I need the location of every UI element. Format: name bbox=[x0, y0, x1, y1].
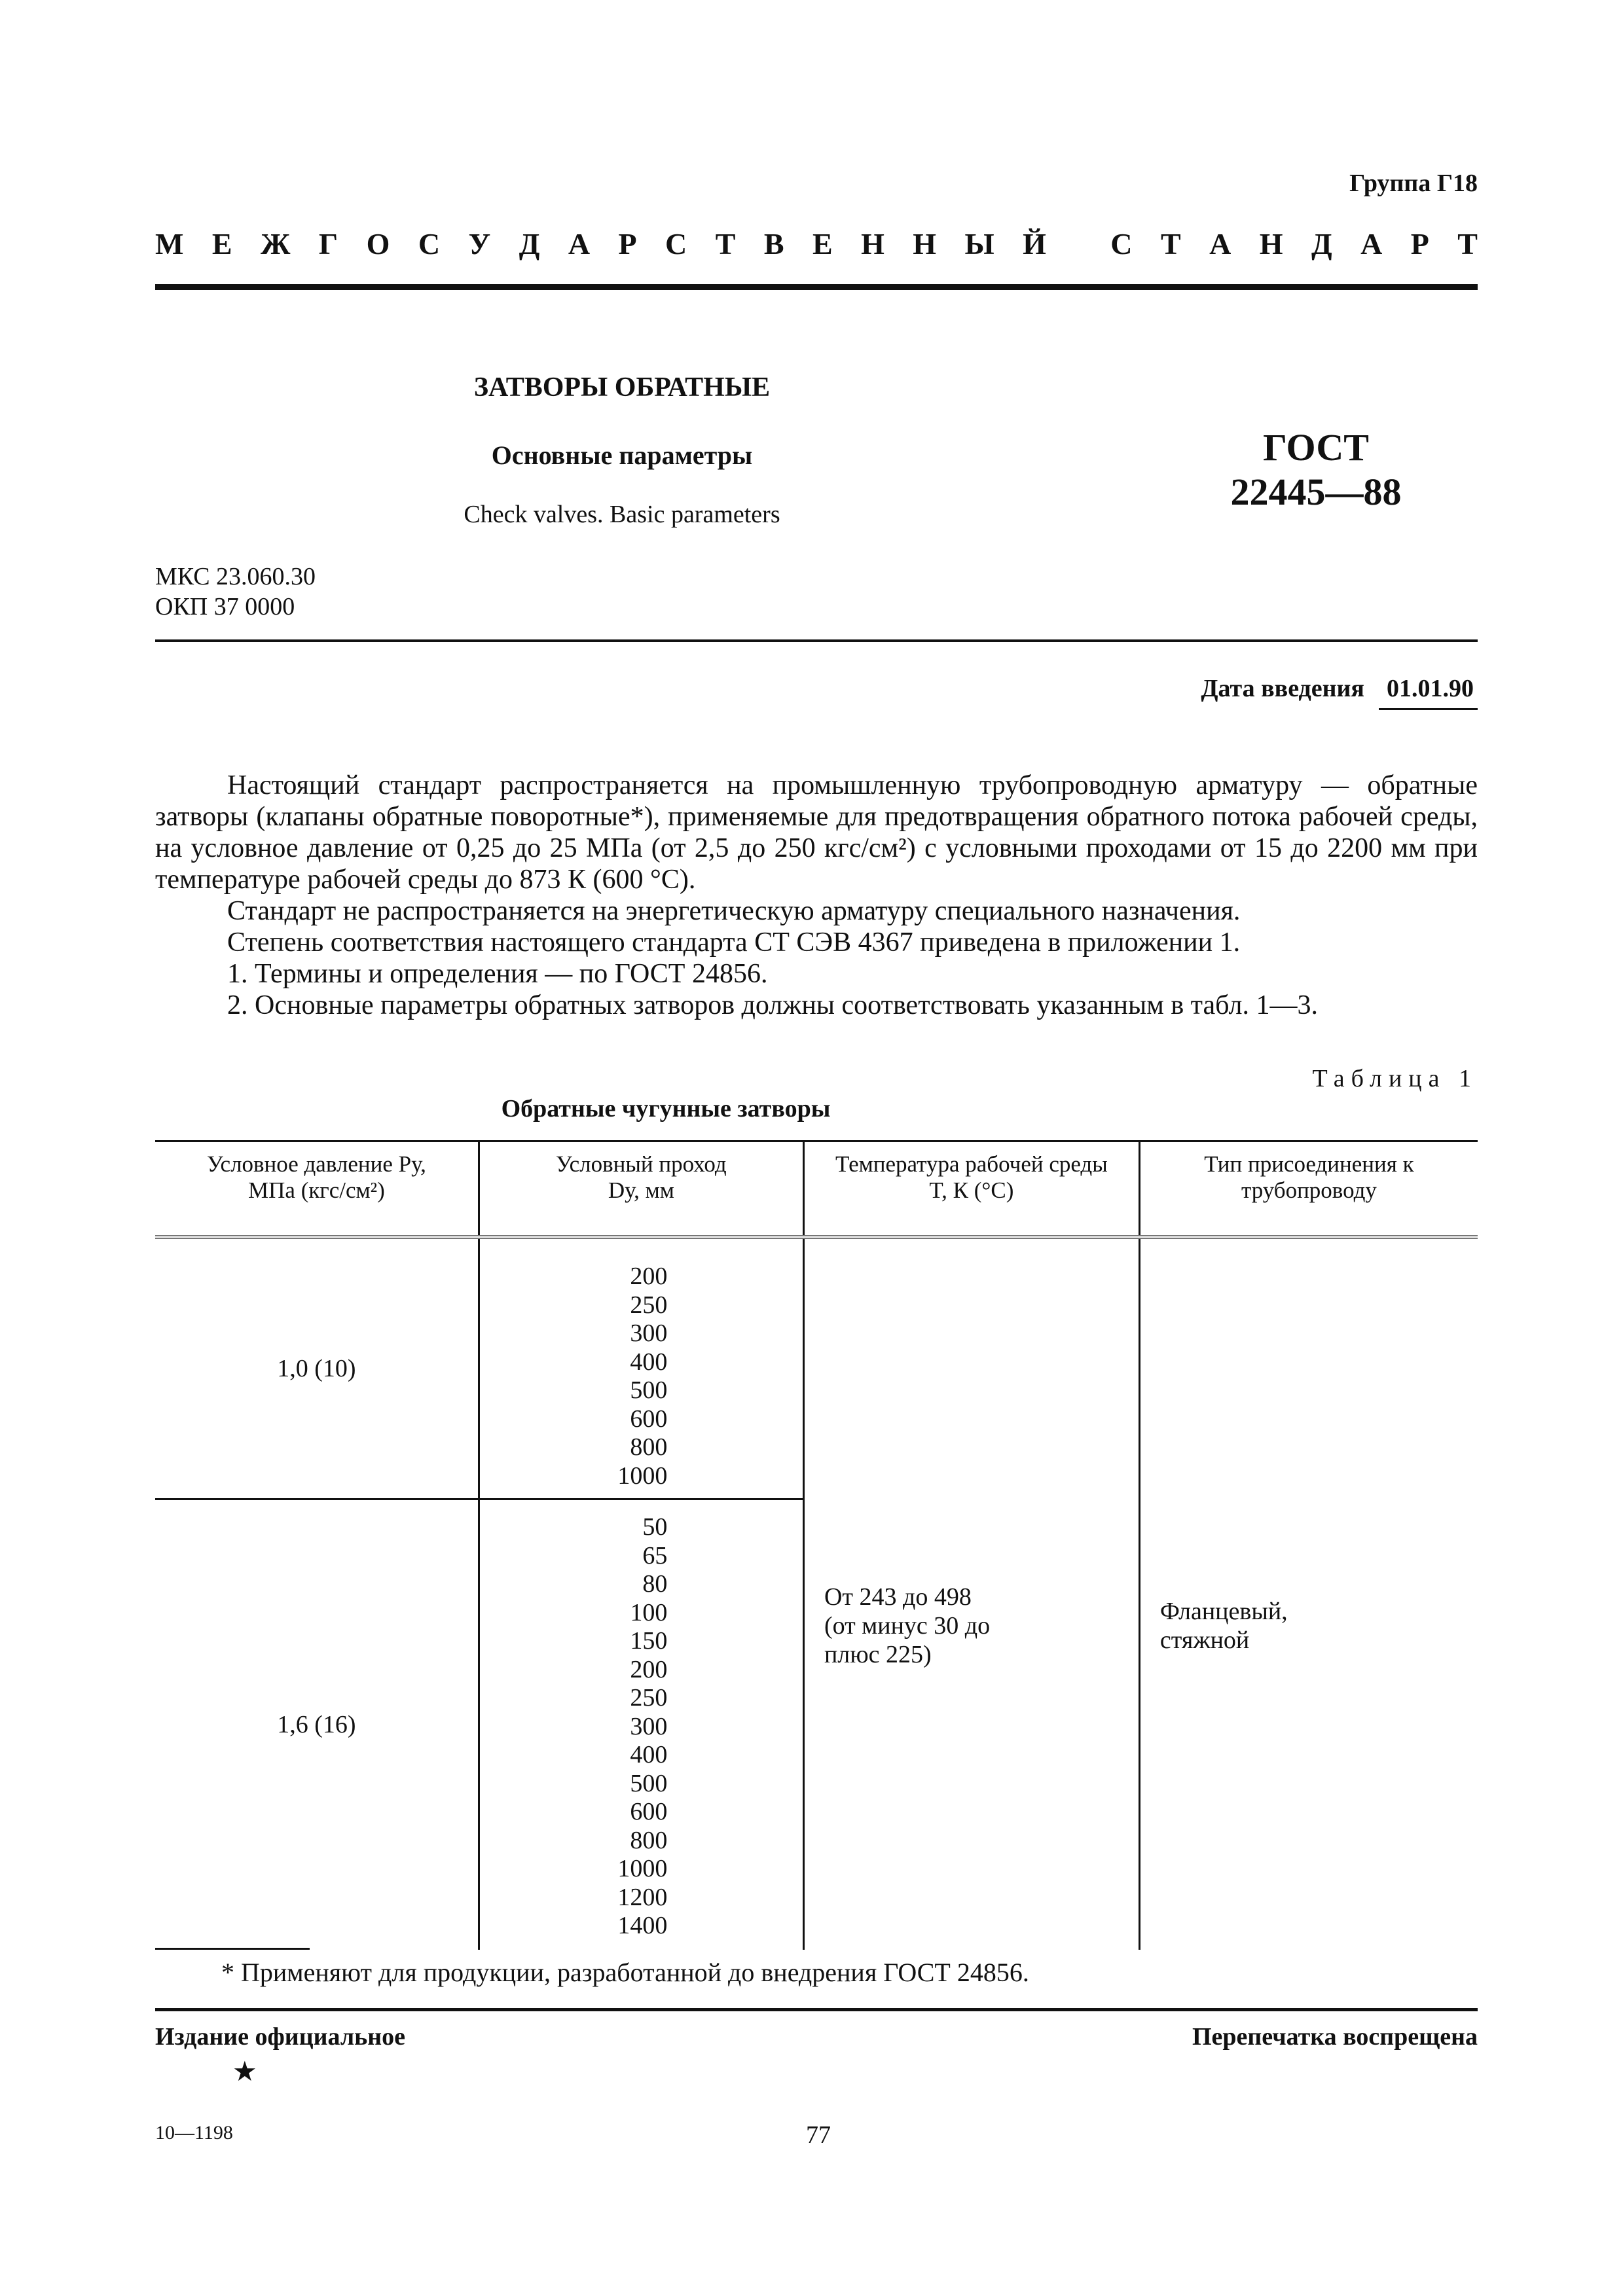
footnote: * Применяют для продукции, разработанной до внедрения ГОСТ 24856. bbox=[221, 1958, 1029, 1987]
banner-letter: Г bbox=[318, 227, 338, 260]
list-item: 250 bbox=[630, 1291, 668, 1319]
table-header-row bbox=[155, 1141, 1478, 1238]
paragraph-terms: 1. Термины и определения — по ГОСТ 24856. bbox=[227, 959, 768, 989]
header-nominal-diameter: Условный проход Dу, мм bbox=[479, 1141, 803, 1238]
connection-lines bbox=[1160, 1597, 1468, 1655]
pressure-cell: 1,0 (10) bbox=[155, 1237, 479, 1499]
table-label: Таблица 1 bbox=[1312, 1065, 1478, 1092]
banner-letter: Н bbox=[861, 227, 884, 260]
introduction-date bbox=[1201, 674, 1478, 710]
banner-letter: Ы bbox=[964, 227, 994, 260]
mks-code: МКС 23.060.30 bbox=[155, 563, 316, 590]
banner-letter: Т bbox=[715, 227, 736, 260]
list-item: 1200 bbox=[617, 1883, 668, 1911]
official-edition: Издание официальное bbox=[155, 2023, 406, 2051]
list-item: 150 bbox=[630, 1627, 668, 1655]
banner-letter: С bbox=[418, 227, 441, 260]
list-item: стяжной bbox=[1159, 1626, 1250, 1654]
list-item: 250 bbox=[630, 1684, 668, 1712]
banner-letter: Ж bbox=[260, 227, 291, 260]
banner-letter: С bbox=[665, 227, 687, 260]
document-title: ЗАТВОРЫ ОБРАТНЫЕ bbox=[473, 372, 771, 403]
standard-banner bbox=[155, 226, 1478, 261]
banner-letter: Е bbox=[812, 227, 833, 260]
banner-letter: У bbox=[468, 227, 491, 260]
okp-code: ОКП 37 0000 bbox=[155, 593, 295, 620]
banner-letter: С bbox=[1110, 227, 1133, 260]
star-icon: ★ bbox=[232, 2057, 257, 2087]
list-item: 500 bbox=[630, 1376, 668, 1404]
print-code: 10—1198 bbox=[155, 2122, 233, 2144]
list-item: 80 bbox=[642, 1570, 668, 1598]
connection-cell bbox=[1139, 1237, 1478, 1950]
banner-letter: А bbox=[1360, 227, 1383, 260]
banner-letter: В bbox=[763, 227, 784, 260]
list-item: 800 bbox=[630, 1826, 668, 1854]
diameter-list bbox=[615, 1263, 667, 1490]
banner-letter: А bbox=[568, 227, 591, 260]
list-item: 600 bbox=[630, 1798, 668, 1825]
banner-letter: Й bbox=[1023, 227, 1046, 260]
table-row bbox=[155, 1237, 1478, 1499]
list-item: Фланцевый, bbox=[1159, 1597, 1288, 1625]
english-title: Check valves. Basic parameters bbox=[464, 501, 780, 528]
list-item: 200 bbox=[630, 1655, 668, 1683]
banner-letter: Р bbox=[618, 227, 637, 260]
document-subtitle: Основные параметры bbox=[491, 440, 753, 470]
list-item: 300 bbox=[630, 1319, 668, 1347]
list-item: 1400 bbox=[617, 1912, 668, 1939]
list-item: 500 bbox=[630, 1769, 668, 1797]
table-caption: Обратные чугунные затворы bbox=[501, 1095, 831, 1122]
banner-letter: О bbox=[366, 227, 390, 260]
list-item: 65 bbox=[642, 1541, 668, 1570]
page-number: 77 bbox=[806, 2121, 831, 2149]
list-item: 300 bbox=[630, 1712, 668, 1740]
gost-number bbox=[1172, 425, 1460, 514]
gost-label: ГОСТ bbox=[1263, 426, 1369, 469]
date-label: Дата введения bbox=[1201, 675, 1364, 702]
banner-letter: Д bbox=[1311, 227, 1332, 260]
top-rule bbox=[155, 284, 1478, 290]
banner-letter: Р bbox=[1410, 227, 1429, 260]
list-item: 200 bbox=[630, 1263, 668, 1290]
list-item: 800 bbox=[630, 1433, 668, 1461]
header-temperature: Температура рабочей среды T, К (°С) bbox=[803, 1141, 1139, 1238]
footer-rule bbox=[155, 2008, 1478, 2011]
banner-letter: А bbox=[1209, 227, 1231, 260]
paragraph-compliance: Степень соответствия настоящего стандарта СТ СЭВ 4367 приведена в приложении 1. bbox=[227, 927, 1241, 958]
list-item: От 243 до 498 bbox=[824, 1583, 972, 1611]
reprint-notice: Перепечатка воспрещена bbox=[1192, 2023, 1478, 2051]
group-label: Группа Г18 bbox=[1349, 170, 1478, 197]
diameter-cell bbox=[479, 1237, 803, 1499]
date-value: 01.01.90 bbox=[1379, 674, 1478, 710]
footnote-rule bbox=[155, 1948, 310, 1950]
banner-letter bbox=[1074, 226, 1082, 261]
banner-letter: Д bbox=[519, 227, 540, 260]
temperature-lines bbox=[824, 1583, 1129, 1669]
banner-letter: М bbox=[155, 227, 184, 260]
section-rule bbox=[155, 639, 1478, 642]
banner-letter: Т bbox=[1160, 227, 1181, 260]
list-item: 50 bbox=[642, 1513, 668, 1541]
header-connection: Тип присоединения к трубопроводу bbox=[1139, 1141, 1478, 1238]
banner-letter: Н bbox=[913, 227, 937, 260]
pressure-cell: 1,6 (16) bbox=[155, 1499, 479, 1950]
header-pressure: Условное давление Pу, МПа (кгс/см²) bbox=[155, 1141, 479, 1238]
paragraph-exclusion: Стандарт не распространяется на энергетическую арматуру специального назначения. bbox=[227, 896, 1241, 926]
list-item: 1000 bbox=[617, 1855, 668, 1882]
banner-letter: Т bbox=[1457, 227, 1478, 260]
diameter-cell bbox=[479, 1499, 803, 1950]
list-item: плюс 225) bbox=[824, 1640, 932, 1668]
banner-letter: Е bbox=[211, 227, 232, 260]
parameters-table bbox=[155, 1140, 1478, 1950]
body-text bbox=[155, 770, 1478, 1021]
diameter-list bbox=[615, 1513, 667, 1941]
list-item: 1000 bbox=[617, 1462, 668, 1490]
banner-letter: Н bbox=[1259, 227, 1283, 260]
list-item: 600 bbox=[630, 1405, 668, 1433]
list-item: (от минус 30 до bbox=[824, 1611, 991, 1640]
classification-codes bbox=[155, 562, 316, 622]
gost-code: 22445—88 bbox=[1230, 471, 1402, 513]
list-item: 100 bbox=[630, 1598, 668, 1626]
list-item: 400 bbox=[630, 1348, 668, 1376]
temperature-cell bbox=[803, 1237, 1139, 1950]
paragraph-scope: Настоящий стандарт распространяется на промышленную трубопроводную арматуру — обратные затворы (клапаны обратные поворотные*), применяемые для предотвращения обратного потока рабочей среды, на условное давление от 0,25 до 25 МПа (от 2,5 до 250 кгс/см²) с условными проходами от 15 до 2200 мм при температуре рабочей среды до 873 К (600 °С). bbox=[155, 770, 1478, 895]
list-item: 400 bbox=[630, 1741, 668, 1768]
paragraph-parameters: 2. Основные параметры обратных затворов должны соответствовать указанным в табл. 1—3. bbox=[227, 990, 1318, 1020]
